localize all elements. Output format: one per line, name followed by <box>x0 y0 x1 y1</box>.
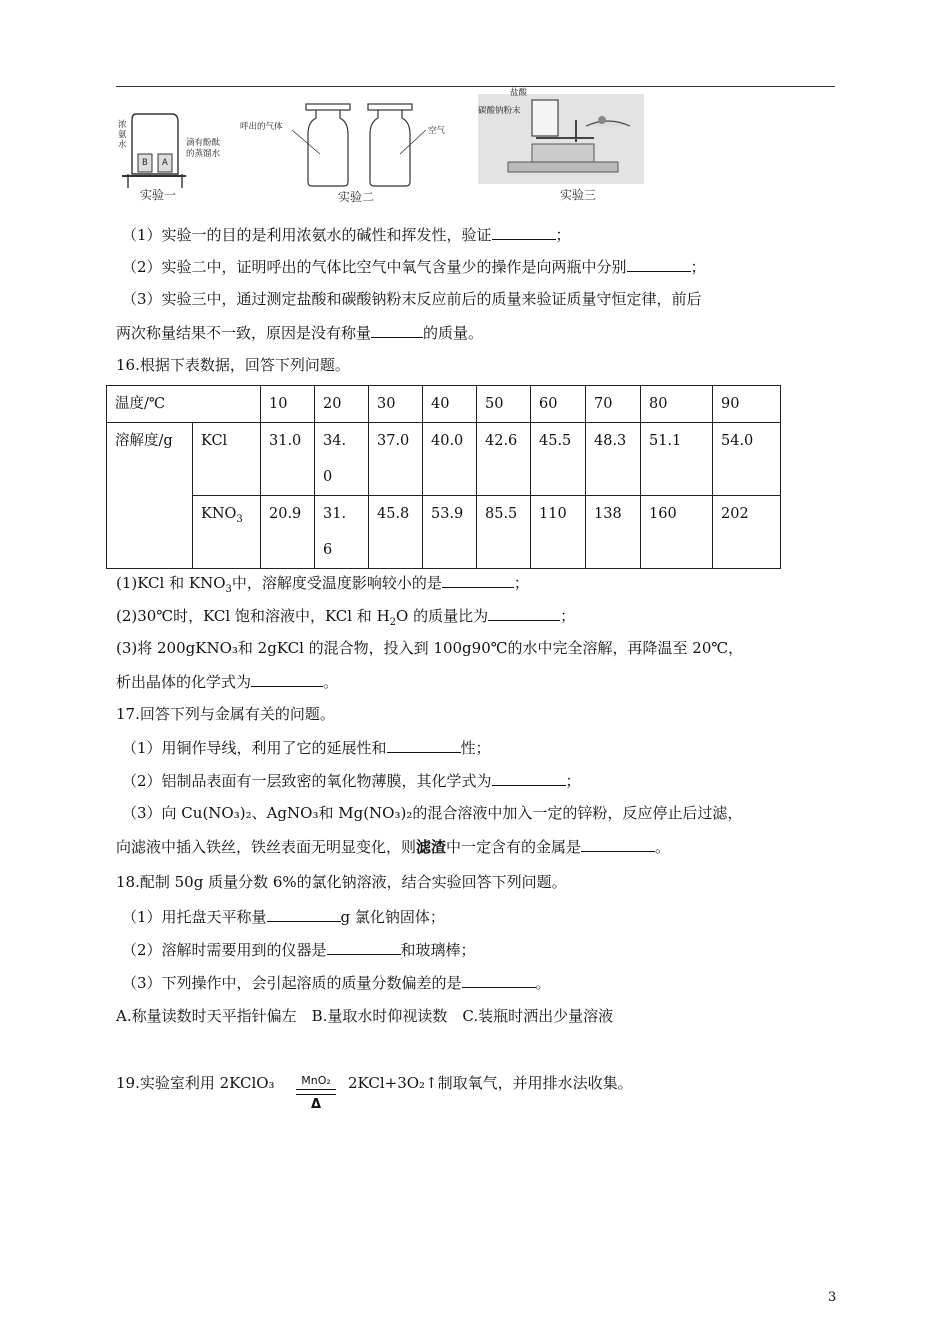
table-cell: 110 <box>531 496 586 569</box>
q18-options: A.称量读数时天平指针偏左 B.量取水时仰视读数 C.装瓶时洒出少量溶液 <box>116 1007 614 1025</box>
label-phenolphthalein-water: 滴有酚酞的蒸馏水 <box>186 138 221 159</box>
q17-part3-line1: （3）向 Cu(NO₃)₂、AgNO₃和 Mg(NO₃)₂的混合溶液中加入一定的锌粉，反应停止后过滤， <box>122 804 743 822</box>
table-row-temperature <box>107 386 781 423</box>
q16-part2: (2)30℃时，KCl 饱和溶液中，KCl 和 $H_2O$ 的质量比为 ； <box>116 607 576 628</box>
caption-experiment-1: 实验一 <box>140 188 177 202</box>
table-cell: 40.0 <box>423 423 477 496</box>
label-exhaled-gas: 呼出的气体 <box>240 122 283 132</box>
table-cell: 70 <box>586 386 641 423</box>
table-cell: 37.0 <box>369 423 423 496</box>
q17-part1: （1）用铜作导线，利用了它的延展性和 性； <box>122 739 491 757</box>
equals-sign <box>296 1089 336 1095</box>
table-cell: 51.1 <box>641 423 713 496</box>
q15-part1: （1）实验一的目的是利用浓氨水的碱性和挥发性，验证 ； <box>122 226 571 244</box>
q17-part2: （2）铝制品表面有一层致密的氧化物薄膜，其化学式为 ； <box>122 772 581 790</box>
table-cell: 45.5 <box>531 423 586 496</box>
table-cell: 31.6 <box>315 496 369 569</box>
answer-blank[interactable] <box>462 972 536 988</box>
kcl-label: KCl <box>193 423 261 496</box>
table-cell: 20.9 <box>261 496 315 569</box>
heat-symbol: Δ <box>310 1097 322 1112</box>
table-cell: 50 <box>477 386 531 423</box>
answer-blank[interactable] <box>488 605 560 621</box>
beaker-a-label: A <box>162 158 168 168</box>
q17-title: 17.回答下列与金属有关的问题。 <box>116 705 335 723</box>
caption-experiment-3: 实验三 <box>560 188 597 202</box>
table-cell: 20 <box>315 386 369 423</box>
page-number: 3 <box>828 1290 837 1305</box>
table-cell: 10 <box>261 386 315 423</box>
beaker-b-label: B <box>142 158 148 168</box>
catalyst-label: MnO₂ <box>301 1074 331 1087</box>
label-sodium-carbonate: 碳酸钠粉末 <box>478 106 521 116</box>
answer-blank[interactable] <box>492 224 556 240</box>
q15-part2: （2）实验二中，证明呼出的气体比空气中氧气含量少的操作是向两瓶中分别 ； <box>122 258 706 276</box>
q16-part1: (1)KCl 和 $KNO_3$中，溶解度受温度影响较小的是 ； <box>116 574 529 595</box>
table-cell: 40 <box>423 386 477 423</box>
q18-part3: （3）下列操作中，会引起溶质的质量分数偏差的是 。 <box>122 974 551 992</box>
table-cell: 45.8 <box>369 496 423 569</box>
q19-pre: 19.实验室利用 2KClO₃ <box>116 1074 275 1092</box>
figure-experiment-2 <box>238 100 458 204</box>
answer-blank[interactable] <box>371 322 423 338</box>
table-cell: 138 <box>586 496 641 569</box>
q15-part3-line1: （3）实验三中，通过测定盐酸和碳酸钠粉末反应前后的质量来验证质量守恒定律，前后 <box>122 290 702 308</box>
q16-part3-line1: (3)将 200gKNO₃和 2gKCl 的混合物，投入到 100g90℃的水中完全溶解，再降温至 20℃， <box>116 639 744 657</box>
reaction-condition <box>296 1074 336 1112</box>
experiment-3-drawing <box>476 86 646 186</box>
table-cell: 34.0 <box>315 423 369 496</box>
q15-part3-line2: 两次称量结果不一致，原因是没有称量 的质量。 <box>116 324 484 342</box>
experiment-2-drawing <box>238 100 458 190</box>
table-cell: 160 <box>641 496 713 569</box>
answer-blank[interactable] <box>267 906 341 922</box>
q18-part1: （1）用托盘天平称量 g 氯化钠固体； <box>122 908 445 926</box>
kno3-label: $KNO_3$ <box>193 496 261 569</box>
figure-experiment-1 <box>114 108 224 202</box>
q16-part3-line2: 析出晶体的化学式为 。 <box>116 673 339 691</box>
label-hydrochloric-acid: 盐酸 <box>510 88 528 98</box>
q18-part2: （2）溶解时需要用到的仪器是 和玻璃棒； <box>122 941 476 959</box>
label-ammonia: 浓氨水 <box>118 120 127 150</box>
solubility-header: 溶解度/g <box>107 423 193 569</box>
solubility-table <box>106 385 781 569</box>
table-cell: 90 <box>713 386 781 423</box>
q17-part3-line2: 向滤液中插入铁丝，铁丝表面无明显变化，则滤渣中一定含有的金属是 。 <box>116 838 671 856</box>
table-cell: 48.3 <box>586 423 641 496</box>
table-cell: 31.0 <box>261 423 315 496</box>
answer-blank[interactable] <box>581 836 655 852</box>
answer-blank[interactable] <box>492 770 566 786</box>
q18-title: 18.配制 50g 质量分数 6%的氯化钠溶液，结合实验回答下列问题。 <box>116 873 567 891</box>
table-cell: 54.0 <box>713 423 781 496</box>
answer-blank[interactable] <box>627 256 691 272</box>
answer-blank[interactable] <box>251 671 323 687</box>
table-cell: 42.6 <box>477 423 531 496</box>
label-air: 空气 <box>428 126 446 136</box>
table-cell: 30 <box>369 386 423 423</box>
table-cell: 85.5 <box>477 496 531 569</box>
answer-blank[interactable] <box>387 737 461 753</box>
figure-experiment-3 <box>476 86 646 202</box>
q19-post: 2KCl+3O₂↑制取氧气，并用排水法收集。 <box>348 1074 633 1092</box>
answer-blank[interactable] <box>327 939 401 955</box>
temperature-header: 温度/℃ <box>107 386 261 423</box>
table-row-kno3 <box>107 496 781 569</box>
table-cell: 202 <box>713 496 781 569</box>
table-cell: 53.9 <box>423 496 477 569</box>
answer-blank[interactable] <box>442 572 514 588</box>
caption-experiment-2: 实验二 <box>338 190 375 204</box>
table-cell: 80 <box>641 386 713 423</box>
table-cell: 60 <box>531 386 586 423</box>
q16-title: 16.根据下表数据，回答下列问题。 <box>116 356 350 374</box>
table-row-kcl <box>107 423 781 496</box>
